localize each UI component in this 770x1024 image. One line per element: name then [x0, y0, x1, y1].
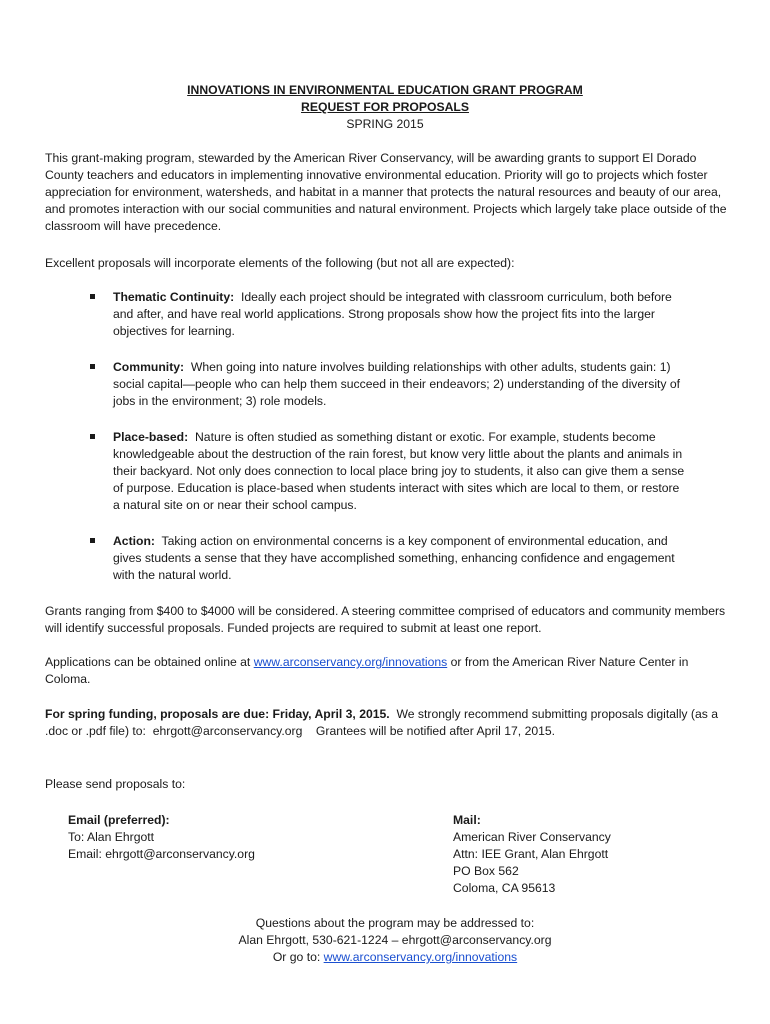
goto-line: [0, 949, 770, 966]
applications-paragraph: [45, 654, 730, 688]
mail-po-box: PO Box 562: [453, 864, 519, 878]
mail-contact: [453, 812, 611, 897]
bullet-text: Nature is often studied as something distant or exotic. For example, students become knowledgeable about the destruction of the rain forest, but know very little about the plants and animals in their backyard. Not only does connection to local place bring joy to students, it also can give them a sense of purpose. Education is place-based when students interact with sites which are local to them, or restore a natural site on or near their school campus.: [113, 430, 685, 512]
mail-heading: Mail:: [453, 813, 481, 827]
bullet-text: When going into nature involves building relationships with other adults, students gain: 1) social capital—people who can help them succeed in their endeavors; 2) understanding of the diversity of jobs in the environment; 3) role models.: [113, 360, 681, 408]
email-heading: Email (preferred):: [68, 813, 170, 827]
bullet-text: Taking action on environmental concerns is a key component of environmental education, and gives students a sense that they have accomplished something, enhancing confidence and engagement with the natural world.: [113, 534, 675, 582]
questions-line: Questions about the program may be addressed to:: [255, 916, 535, 930]
bullet-square-icon: [90, 434, 95, 439]
intro-paragraph: This grant-making program, stewarded by the American River Conservancy, will be awarding grants to support El Dorado County teachers and educators in implementing innovative environmental education. Priority will go to projects which foster appreciation for environment, watersheds, and habitat in a manner that protects the natural resources and beauty of our area, and promotes interaction with our social communities and natural environment. Projects which largely take place outside of the classroom will have precedence.: [45, 151, 727, 233]
rfp-title: REQUEST FOR PROPOSALS: [301, 100, 469, 114]
bullet-square-icon: [90, 364, 95, 369]
footer-innovations-link[interactable]: www.arconservancy.org/innovations: [323, 950, 518, 964]
grants-paragraph: Grants ranging from $400 to $4000 will be considered. A steering committee comprised of educators and community members will identify successful proposals. Funded projects are required to submit at least one report.: [45, 604, 726, 635]
bullet-square-icon: [90, 294, 95, 299]
send-to-label: Please send proposals to:: [45, 777, 186, 791]
bullet-text: Ideally each project should be integrated with classroom curriculum, both before and after, and have real world applications. Strong proposals show how the project fits into the larger objectives for learning.: [113, 290, 672, 338]
email-address: Email: ehrgott@arconservancy.org: [68, 847, 255, 861]
deadline-text: We strongly recommend submitting proposals digitally (as a .doc or .pdf file) to: ehrgott@arconservancy.org Grantees will be notified after April 17, 2015.: [45, 707, 722, 738]
mail-city: Coloma, CA 95613: [453, 881, 556, 895]
bullet-heading: Place-based:: [113, 430, 189, 444]
email-contact: [68, 812, 255, 863]
mail-org: American River Conservancy: [453, 830, 611, 844]
elements-intro: Excellent proposals will incorporate elements of the following (but not all are expected):: [45, 256, 515, 270]
bullet-heading: Action:: [113, 534, 155, 548]
applications-text-end: or from the American River Nature Center in Coloma.: [45, 655, 689, 686]
bullet-square-icon: [90, 538, 95, 543]
document-header: [0, 82, 770, 133]
season-label: SPRING 2015: [346, 117, 424, 131]
bullet-heading: Thematic Continuity:: [113, 290, 235, 304]
questions-footer: [0, 915, 770, 966]
program-title: INNOVATIONS IN ENVIRONMENTAL EDUCATION GRANT PROGRAM: [187, 83, 583, 97]
goto-text: Or go to:: [272, 950, 324, 964]
email-to: To: Alan Ehrgott: [68, 830, 155, 844]
deadline-paragraph: [45, 706, 730, 740]
innovations-link[interactable]: www.arconservancy.org/innovations: [253, 655, 448, 669]
applications-text: Applications can be obtained online at: [45, 655, 254, 669]
contact-line: Alan Ehrgott, 530-621-1224 – ehrgott@arconservancy.org: [238, 933, 552, 947]
mail-attn: Attn: IEE Grant, Alan Ehrgott: [453, 847, 609, 861]
deadline-bold: For spring funding, proposals are due: Friday, April 3, 2015.: [45, 707, 390, 721]
bullet-heading: Community:: [113, 360, 185, 374]
